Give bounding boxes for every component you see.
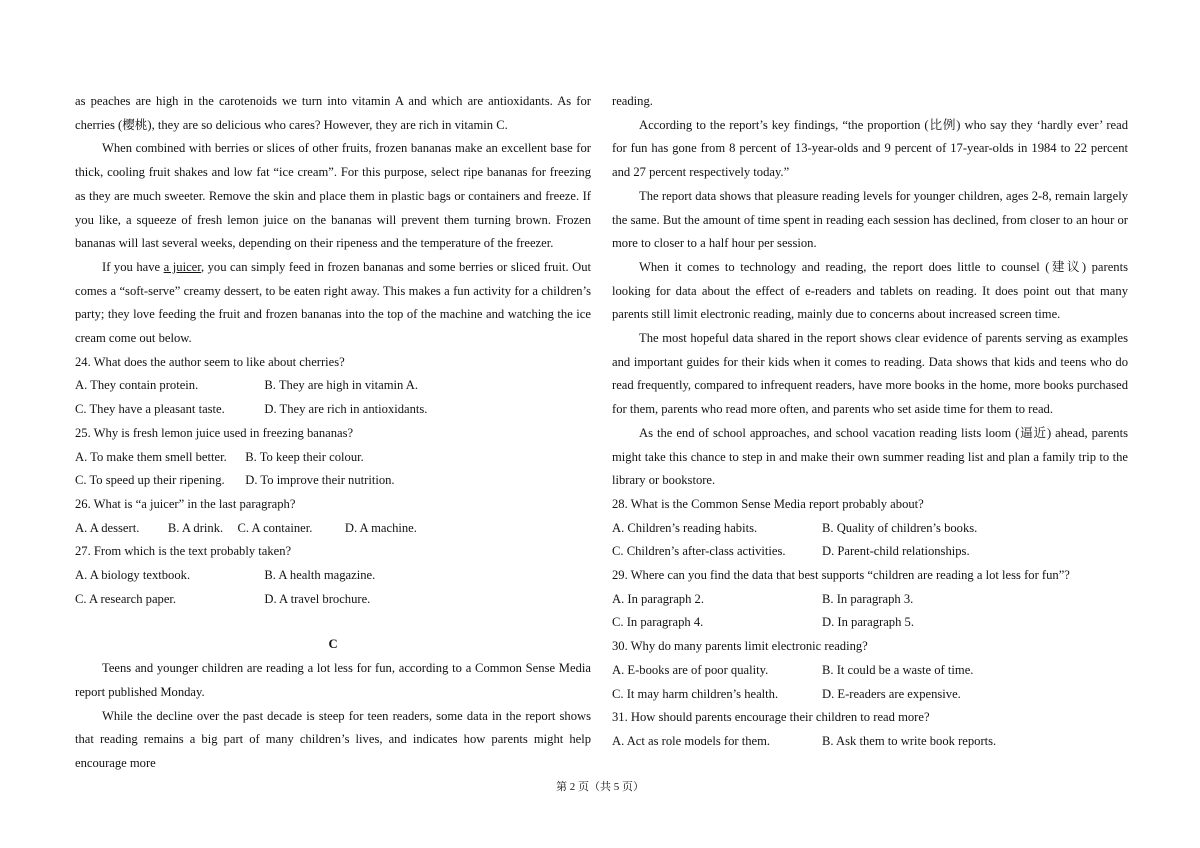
answer-option: B. A health magazine. xyxy=(264,568,376,583)
paragraph: While the decline over the past decade is steep for teen readers, some data in the report shows that reading remains a big part of many children’s lives, and indicates how parents might help encourage more xyxy=(75,708,591,770)
section-heading: C xyxy=(328,637,338,652)
answer-options-row xyxy=(612,730,1128,754)
answer-option: C. A container. xyxy=(237,520,313,535)
paragraph: When it comes to technology and reading, the report does little to counsel (建议) parents looking for data about the effect of e-readers and tablets on reading. It does point out that many parents still limit electronic reading, mainly due to concerns about increased screen time. xyxy=(612,259,1128,322)
answer-option: C. It may harm children’s health. xyxy=(612,686,779,701)
answer-option: B. In paragraph 3. xyxy=(822,591,914,606)
answer-options-row xyxy=(612,517,1128,541)
question-text: 26. What is “a juicer” in the last paragraph? xyxy=(75,496,296,511)
answer-options-row xyxy=(75,446,591,470)
paragraph: The most hopeful data shared in the report shows clear evidence of parents serving as examples and important guides for their kids when it comes to reading. Data shows that kids and teens who do read frequently, compared to infrequent readers, have more books in the home, more books purchased for them, parents who read more often, and parents who set aside time for them to read. xyxy=(612,331,1128,417)
answer-options-row xyxy=(612,540,1128,564)
paragraph: When combined with berries or slices of other fruits, frozen bananas make an excellent base for thick, cooling fruit shakes and low fat “ice cream”. For this purpose, select ripe bananas for freezing as they are much sweeter. Remove the skin and place them in plastic bags or containers and freeze. If you like, a squeeze of fresh lemon juice on the bananas will prevent them turning brown. Frozen bananas will last several weeks, depending on their ripeness and the temperature of the freezer. xyxy=(75,141,591,251)
answer-option: D. To improve their nutrition. xyxy=(245,473,395,488)
question-text: 25. Why is fresh lemon juice used in freezing bananas? xyxy=(75,425,354,440)
question-text: 29. Where can you find the data that best supports “children are reading a lot less for fun”? xyxy=(612,568,1070,583)
paragraph: The report data shows that pleasure reading levels for younger children, ages 2-8, remain largely the same. But the amount of time spent in reading each session has declined, from closer to an hour or more to closer to a half hour per session. xyxy=(612,188,1128,251)
answer-option: C. Children’s after-class activities. xyxy=(612,544,786,559)
paragraph: According to the report’s key findings, “the proportion (比例) who say they ‘hardly ever’ read for fun has gone from 8 percent of 13-year-olds and 9 percent of 17-year-olds in 1984 to 22 percent and 27 percent respectively today.” xyxy=(612,117,1128,180)
answer-option: A. A biology textbook. xyxy=(75,568,191,583)
answer-option: B. A drink. xyxy=(167,520,224,535)
answer-option: D. Parent-child relationships. xyxy=(822,544,970,559)
answer-option: D. They are rich in antioxidants. xyxy=(264,402,428,417)
answer-option: C. In paragraph 4. xyxy=(612,615,704,630)
answer-options-row xyxy=(612,659,1128,683)
paragraph: reading. xyxy=(612,94,653,108)
answer-option: B. To keep their colour. xyxy=(245,449,364,464)
question-text: 30. Why do many parents limit electronic reading? xyxy=(612,639,868,654)
answer-option: A. To make them smell better. xyxy=(75,449,227,464)
page-footer xyxy=(0,778,1200,794)
right-column xyxy=(612,90,1128,776)
answer-options-row xyxy=(75,517,591,541)
paragraph xyxy=(75,256,591,351)
answer-option: A. Act as role models for them. xyxy=(612,733,771,748)
answer-option: A. E-books are of poor quality. xyxy=(612,662,769,677)
answer-option: C. They have a pleasant taste. xyxy=(75,402,225,417)
answer-options-row xyxy=(75,564,591,588)
answer-option: B. They are high in vitamin A. xyxy=(264,378,419,393)
text-segment: If you have xyxy=(102,259,164,274)
question-text: 24. What does the author seem to like about cherries? xyxy=(75,354,345,369)
answer-option: D. In paragraph 5. xyxy=(822,615,914,630)
answer-option: A. Children’s reading habits. xyxy=(612,520,758,535)
page-number: 第 2 页（共 5 页） xyxy=(556,781,644,793)
left-column xyxy=(75,90,591,776)
answer-option: B. Ask them to write book reports. xyxy=(822,733,997,748)
answer-options-row xyxy=(75,398,591,422)
answer-option: A. They contain protein. xyxy=(75,378,199,393)
question-text: 31. How should parents encourage their children to read more? xyxy=(612,710,930,725)
answer-option: A. A dessert. xyxy=(75,520,140,535)
answer-options-row xyxy=(612,588,1128,612)
question-text: 28. What is the Common Sense Media report probably about? xyxy=(612,496,924,511)
answer-options-row xyxy=(75,588,591,612)
answer-options-row xyxy=(612,611,1128,635)
answer-option: B. It could be a waste of time. xyxy=(822,662,974,677)
underlined-term: a juicer xyxy=(163,259,201,274)
paragraph: Teens and younger children are reading a lot less for fun, according to a Common Sense Media report published Monday. xyxy=(75,661,591,699)
question-text: 27. From which is the text probably taken? xyxy=(75,544,292,559)
text-segment: , you can simply feed in frozen bananas and some berries or sliced fruit. Out comes a “soft-serve” creamy dessert, to be eaten right away. This makes a fun activity for a children’s party; they love feeding the fruit and frozen bananas into the top of the machine and watching the ice cream come out below. xyxy=(75,259,592,346)
answer-option: A. In paragraph 2. xyxy=(612,591,704,606)
answer-option: C. To speed up their ripening. xyxy=(75,473,225,488)
paragraph: as peaches are high in the carotenoids we turn into vitamin A and which are antioxidants. As for cherries (樱桃), they are so delicious who cares? However, they are rich in vitamin C. xyxy=(75,94,591,132)
answer-option: D. E-readers are expensive. xyxy=(822,686,961,701)
answer-options-row xyxy=(75,469,591,493)
two-column-text-area xyxy=(75,90,1128,776)
answer-options-row xyxy=(612,683,1128,707)
paragraph: As the end of school approaches, and school vacation reading lists loom (逼近) ahead, parents might take this chance to step in and make their own summer reading list and plan a family trip to the library or bookstore. xyxy=(612,425,1128,488)
answer-option: D. A travel brochure. xyxy=(264,591,371,606)
answer-option: B. Quality of children’s books. xyxy=(822,520,978,535)
answer-option: D. A machine. xyxy=(344,520,417,535)
answer-option: C. A research paper. xyxy=(75,591,177,606)
answer-options-row xyxy=(75,374,591,398)
